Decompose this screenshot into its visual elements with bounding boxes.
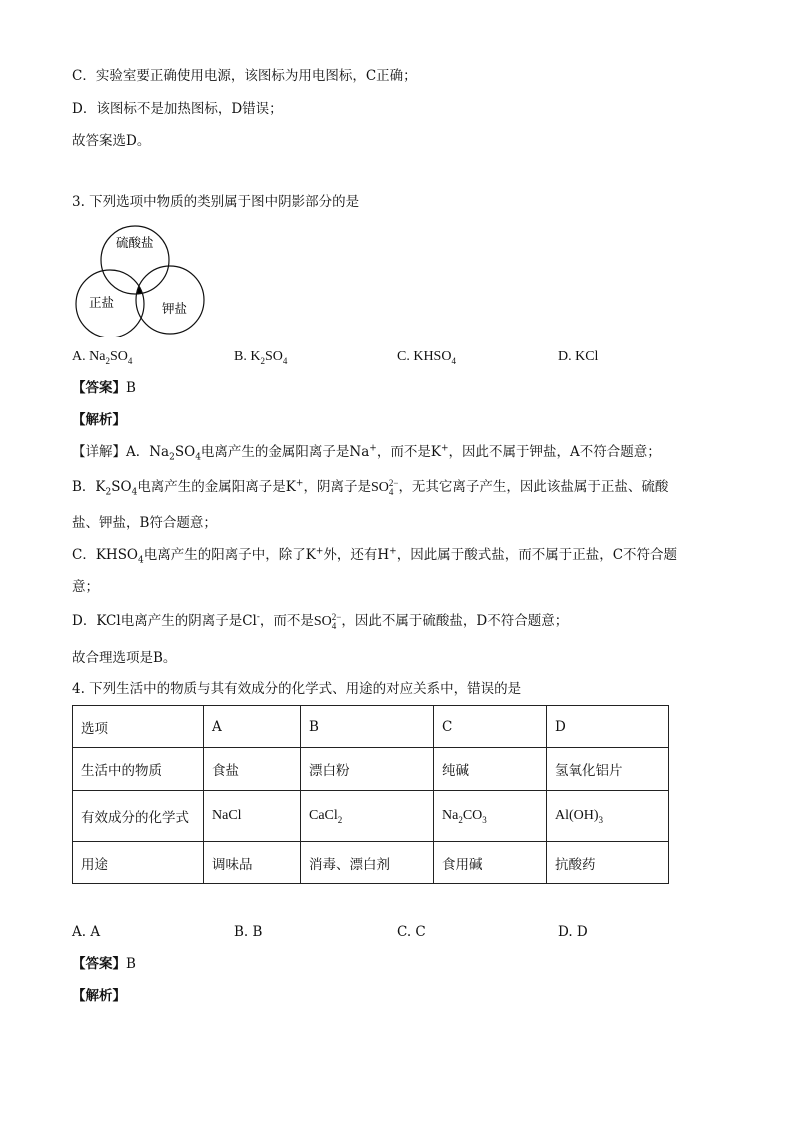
table-cell: 食用碱 [434, 842, 547, 884]
table-cell: $Na_2CO_3$ [434, 791, 547, 842]
option-d-explanation: D．该图标不是加热图标，D错误； [72, 101, 283, 117]
q3-option-c: C. $KHSO_4$ [397, 349, 456, 366]
table-cell: 消毒、漂白剂 [301, 842, 434, 884]
table-cell: 生活中的物质 [73, 748, 204, 791]
q3-detail-b-cont: 盐、钾盐，B符合题意； [72, 515, 217, 531]
q3-detail-a: 【详解】A．$Na_2SO_4$电离产生的金属阳离子是Na+，而不是K+，因此不属于钾盐，A不符合题意； [72, 443, 661, 463]
venn-label-right: 钾盐 [162, 301, 188, 316]
answer-conclusion: 故答案选D。 [72, 133, 151, 149]
table-cell: 调味品 [204, 842, 301, 884]
table-row [73, 842, 669, 884]
q4-analysis-heading: 【解析】 [72, 988, 126, 1004]
table-row [73, 748, 669, 791]
table-row [73, 791, 669, 842]
q4-table [72, 705, 669, 884]
q3-detail-d: D．KCl电离产生的阴离子是Cl-，而不是SO 2− 4 ，因此不属于硫酸盐，D不符合题意； [72, 611, 569, 631]
table-cell: B [301, 706, 434, 748]
q3-answer: 【答案】B [72, 380, 136, 396]
table-cell: NaCl [204, 791, 301, 842]
q3-detail-c-cont: 意； [72, 579, 99, 595]
venn-diagram [72, 222, 212, 337]
table-cell: $Al(OH)_3$ [547, 791, 669, 842]
table-cell: 有效成分的化学式 [73, 791, 204, 842]
option-c-explanation: C．实验室要正确使用电源，该图标为用电图标，C正确； [72, 68, 417, 84]
table-cell: 漂白粉 [301, 748, 434, 791]
table-row [73, 706, 669, 748]
q4-option-a: A. A [72, 924, 101, 940]
question-4-stem: 4. 下列生活中的物质与其有效成分的化学式、用途的对应关系中，错误的是 [72, 681, 522, 697]
q3-conclusion: 故合理选项是B。 [72, 650, 177, 666]
q3-option-b: B. $K_2SO_4$ [234, 349, 288, 366]
question-3-stem: 3. 下列选项中物质的类别属于图中阴影部分的是 [72, 194, 360, 210]
q3-option-a: A. $Na_2SO_4$ [72, 349, 133, 366]
table-cell: 选项 [73, 706, 204, 748]
venn-label-top: 硫酸盐 [116, 235, 154, 250]
table-cell: 纯碱 [434, 748, 547, 791]
q4-option-b: B. B [234, 924, 263, 940]
venn-label-left: 正盐 [89, 295, 115, 310]
table-cell: 氢氧化铝片 [547, 748, 669, 791]
venn-circle-right [136, 266, 204, 334]
table-cell: 抗酸药 [547, 842, 669, 884]
table-cell: 食盐 [204, 748, 301, 791]
table-cell: D [547, 706, 669, 748]
table-cell: C [434, 706, 547, 748]
q4-option-c: C. C [397, 924, 426, 940]
q3-detail-b: B．$K_2SO_4$电离产生的金属阳离子是K+，阴离子是SO 2− 4 ，无其它离子产生，因此该盐属于正盐、硫酸 [72, 477, 669, 498]
table-cell: 用途 [73, 842, 204, 884]
q3-option-d: D. KCl [558, 349, 599, 364]
q4-answer: 【答案】B [72, 956, 136, 972]
q3-analysis-heading: 【解析】 [72, 412, 126, 428]
q4-option-d: D. D [558, 924, 588, 940]
table-cell: CaCl$_2$ [301, 791, 434, 842]
table-cell: A [204, 706, 301, 748]
q3-detail-c: C．$KHSO_4$电离产生的阳离子中，除了K+外，还有H+，因此属于酸式盐，而不属于正盐，C不符合题 [72, 546, 678, 566]
